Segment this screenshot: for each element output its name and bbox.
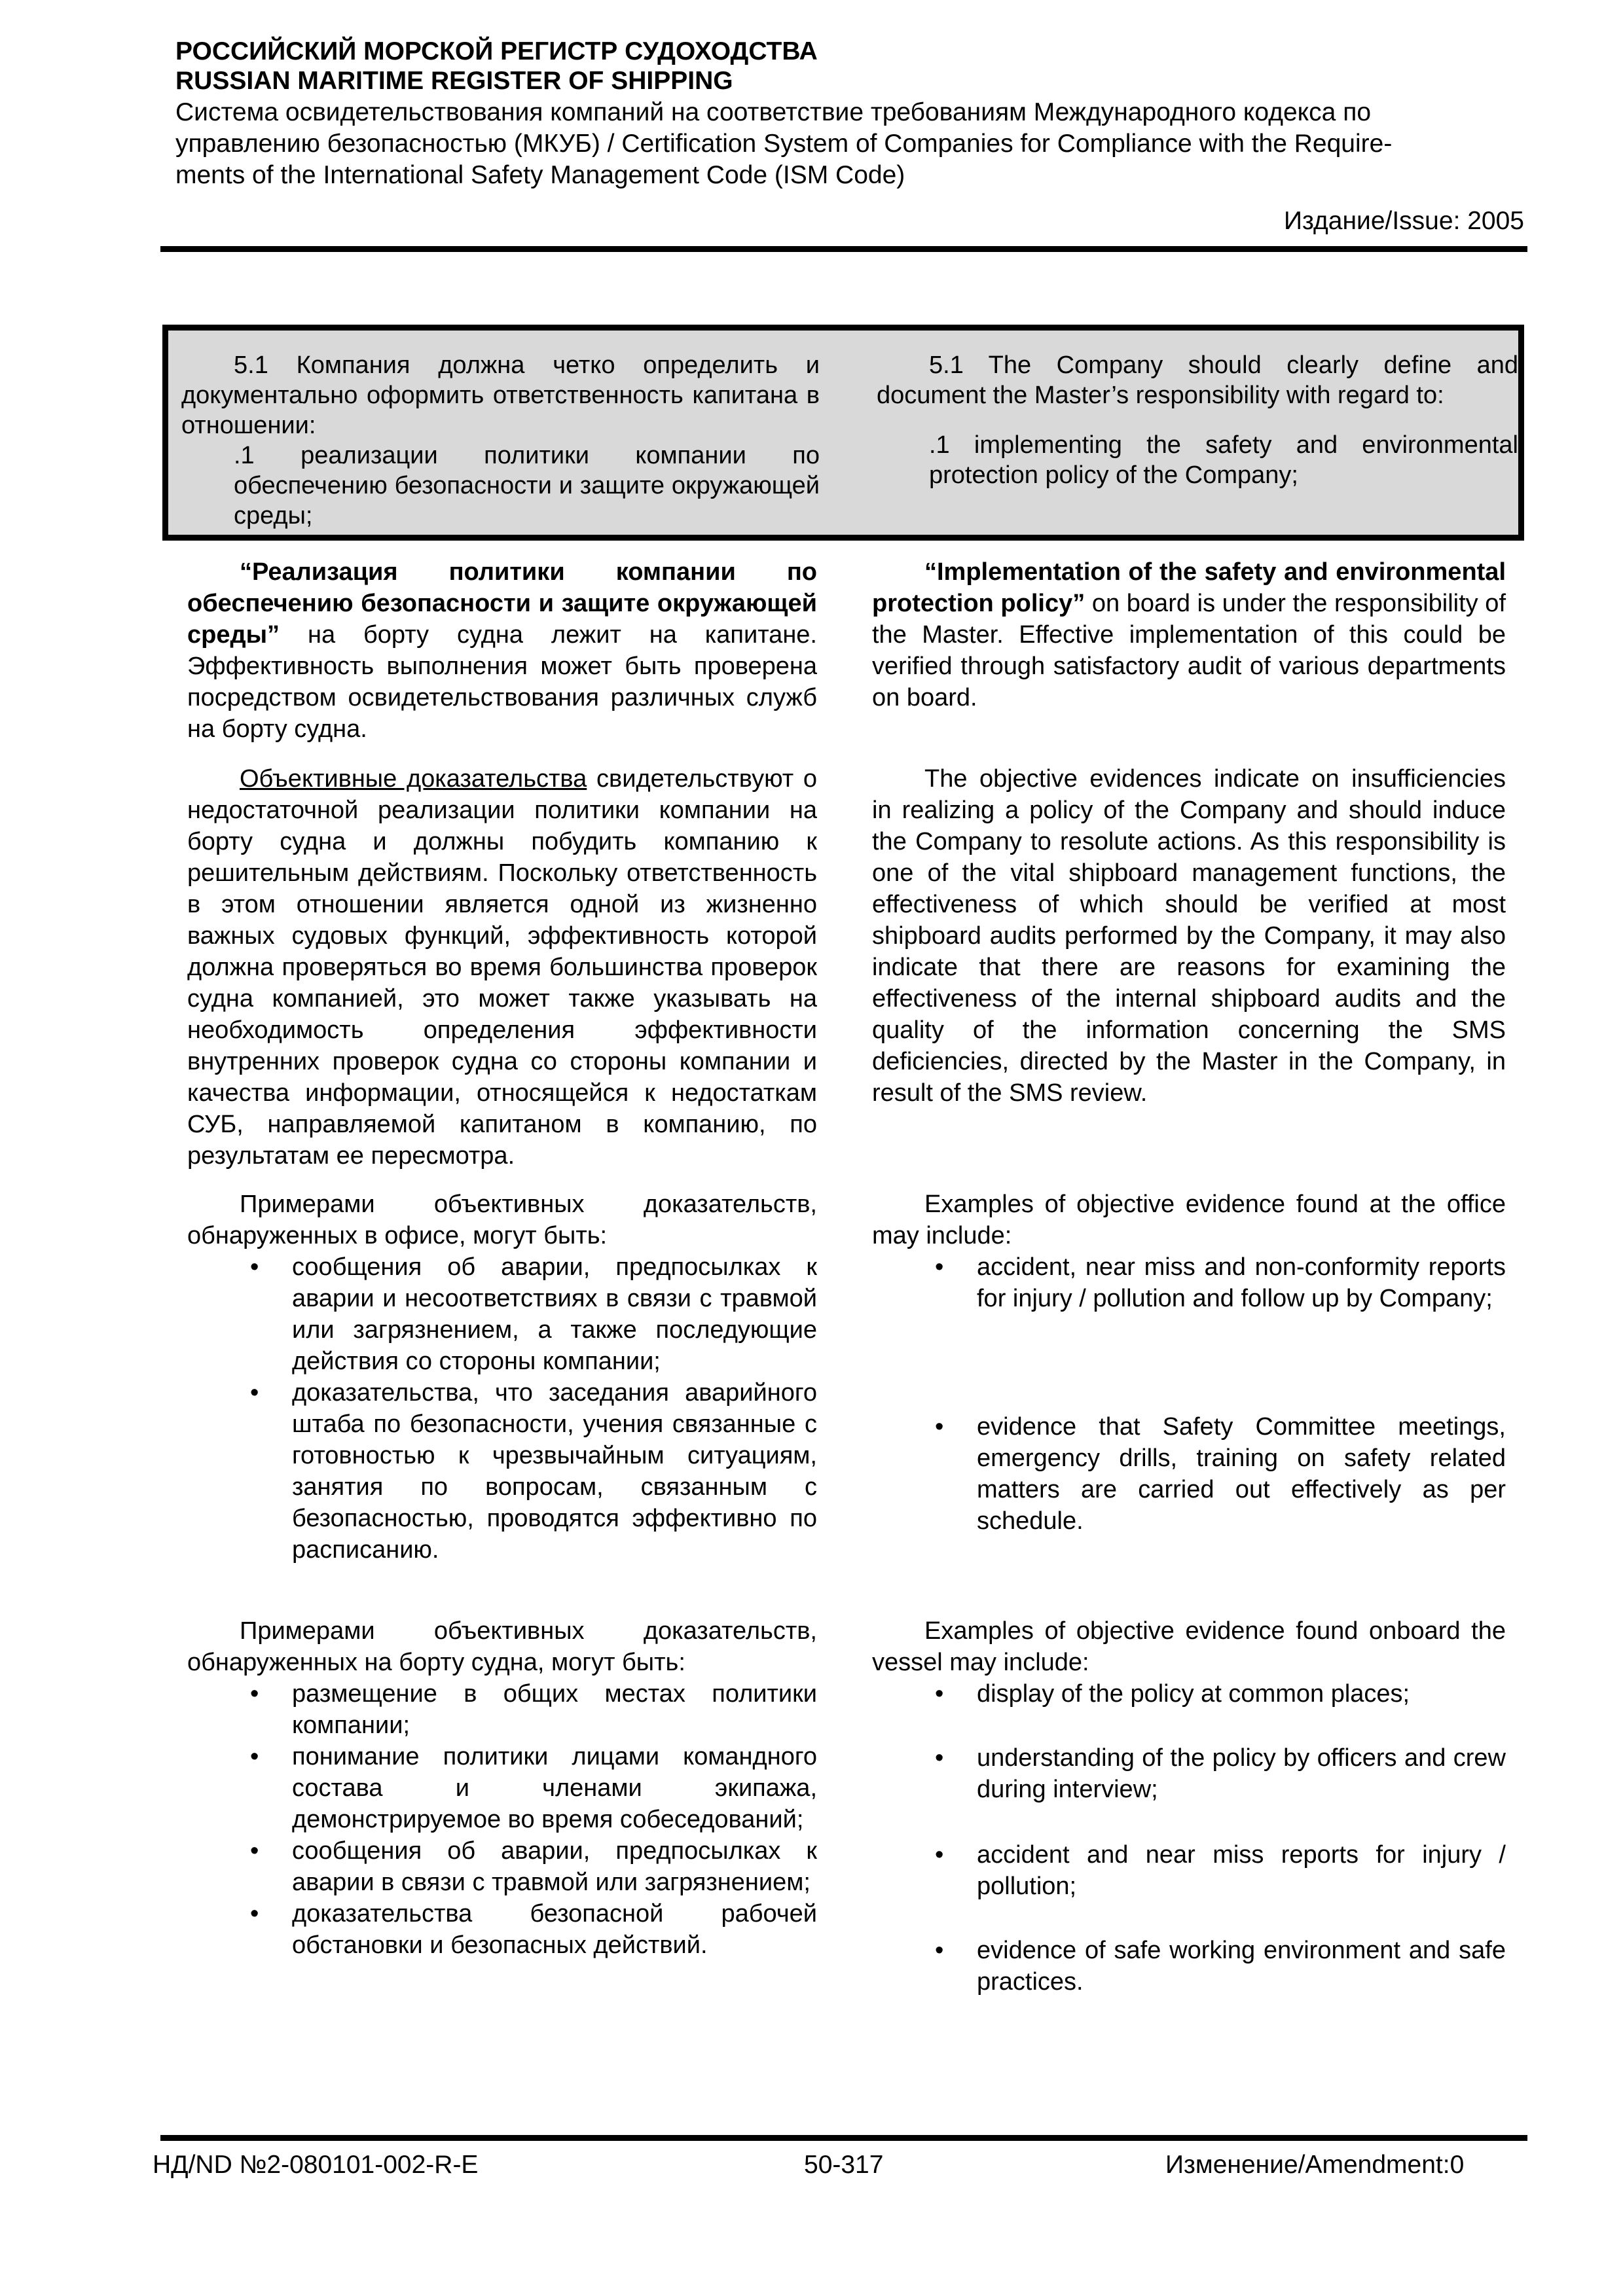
list-item: • доказательства, что заседания аварийного штаба по безопасности, учения связанные с готовностью к чрезвычайным ситуациям, занятия по вопросам, связанным с безопасностью, проводятся эффективно по расписанию. <box>250 1379 817 1564</box>
issue-label: Издание/Issue: 2005 <box>1284 207 1524 235</box>
underlined-term: Объективные доказательства <box>240 765 587 793</box>
system-title-line: управлению безопасностью (МКУБ) / Certification System of Companies for Compliance with the Require- <box>175 130 1393 158</box>
document-number: НД/ND №2-080101-002-R-E <box>153 2151 479 2179</box>
list-intro: Примерами объективных доказательств, обнаруженных в офисе, могут быть: <box>187 1191 817 1249</box>
header-divider <box>160 246 1527 252</box>
vessel-evidence-en-item-3 <box>872 1839 1506 1902</box>
list-item: • display of the policy at common places; <box>935 1680 1410 1708</box>
requirement-box <box>162 325 1524 541</box>
office-evidence-en <box>872 1189 1506 1314</box>
list-item: • понимание политики лицами командного состава и членами экипажа, демонстрируемое во время собеседований; <box>250 1743 817 1833</box>
requirement-intro-ru: 5.1 Компания должна четко определить и документально оформить ответственность капитана в отношении: <box>181 351 820 439</box>
bold-phrase: “Implementation of the safety and environmental protection policy” <box>872 558 1506 617</box>
paragraph-implementation-en <box>872 556 1506 713</box>
paragraph-text: The objective evidences indicate on insufficiencies in realizing a policy of the Company and should induce the Company to resolute actions. As this responsibility is one of the vital shipboard management functions, the effectiveness of which should be verified at most shipboard audits performed by the Company, it may also indicate that there are reasons for examining the effectiveness of the internal shipboard audits and the quality of the information concerning the SMS deficiencies, directed by the Master in the Company, in result of the SMS review. <box>872 765 1506 1107</box>
vessel-evidence-ru <box>187 1615 817 1961</box>
office-evidence-ru <box>187 1189 817 1566</box>
list-intro: Примерами объективных доказательств, обнаруженных на борту судна, могут быть: <box>187 1617 817 1676</box>
requirement-item-ru: .1 реализации политики компании по обеспечению безопасности и защите окружающей среды; <box>234 442 820 529</box>
paragraph-implementation-ru <box>187 556 817 745</box>
list-item: • accident and near miss reports for injury / pollution; <box>935 1841 1506 1900</box>
requirement-en <box>877 350 1518 490</box>
bold-phrase: “Реализация политики компании по обеспечению безопасности и защите окружающей среды” <box>187 558 817 649</box>
paragraph-evidence-ru <box>187 763 817 1172</box>
paragraph-text: свидетельствуют о недостаточной реализации политики компании на борту судна и должны побудить компанию к решительным действиям. Поскольку ответственность в этом отношении является одной из жизненно важных судовых функций, эффективность которой должна проверяться во время большинства проверок судна компанией, это может также указывать на необходимость определения эффективности внутренних проверок судна со стороны компании и качества информации, относящейся к недостаткам СУБ, направляемой капитаном в компанию, по результатам ее пересмотра. <box>187 765 817 1170</box>
list-intro: Examples of objective evidence found at the office may include: <box>872 1191 1506 1249</box>
list-item: • evidence that Safety Committee meetings, emergency drills, training on safety related matters are carried out effectively as per schedule. <box>935 1413 1506 1535</box>
requirement-ru <box>181 350 820 531</box>
page-header <box>175 37 1524 237</box>
list-item: • evidence of safe working environment and safe practices. <box>935 1937 1506 1996</box>
list-item: • доказательства безопасной рабочей обстановки и безопасных действий. <box>250 1900 817 1959</box>
vessel-evidence-en-item-2 <box>872 1742 1506 1805</box>
list-item: • сообщения об аварии, предпосылках к аварии в связи с травмой или загрязнением; <box>250 1837 817 1896</box>
list-intro: Examples of objective evidence found onboard the vessel may include: <box>872 1617 1506 1676</box>
list-item: • understanding of the policy by officers and crew during interview; <box>935 1744 1506 1803</box>
system-title-line: ments of the International Safety Management Code (ISM Code) <box>175 161 905 189</box>
requirement-intro-en: 5.1 The Company should clearly define and document the Master’s responsibility with regard to: <box>877 351 1518 409</box>
organization-name-ru: РОССИЙСКИЙ МОРСКОЙ РЕГИСТР СУДОХОДСТВА <box>175 37 818 65</box>
list-item: • размещение в общих местах политики компании; <box>250 1680 817 1739</box>
page-number: 50-317 <box>804 2151 884 2179</box>
list-item: • accident, near miss and non-conformity reports for injury / pollution and follow up by Company; <box>935 1253 1506 1312</box>
list-item: • сообщения об аварии, предпосылках к аварии и несоответствиях в связи с травмой или загрязнением, а также последующие действия со стороны компании; <box>250 1253 817 1375</box>
vessel-evidence-en <box>872 1615 1506 1710</box>
footer-divider <box>160 2135 1527 2141</box>
paragraph-text: on board is under the responsibility of the Master. Effective implementation of this could be verified through satisfactory audit of various departments on board. <box>872 590 1506 711</box>
office-evidence-en-item-2 <box>872 1411 1506 1537</box>
organization-name-en: RUSSIAN MARITIME REGISTER OF SHIPPING <box>175 67 733 95</box>
paragraph-text: на борту судна лежит на капитане. Эффективность выполнения может быть проверена посредством освидетельствования различных служб на борту судна. <box>187 621 817 743</box>
requirement-item-en: .1 implementing the safety and environmental protection policy of the Company; <box>929 431 1518 489</box>
amendment-label: Изменение/Amendment:0 <box>1165 2151 1465 2179</box>
vessel-evidence-en-item-4 <box>872 1935 1506 1998</box>
paragraph-evidence-en <box>872 763 1506 1109</box>
system-title-line: Система освидетельствования компаний на соответствие требованиям Международного кодекса по <box>175 98 1372 126</box>
system-title <box>175 97 1524 191</box>
